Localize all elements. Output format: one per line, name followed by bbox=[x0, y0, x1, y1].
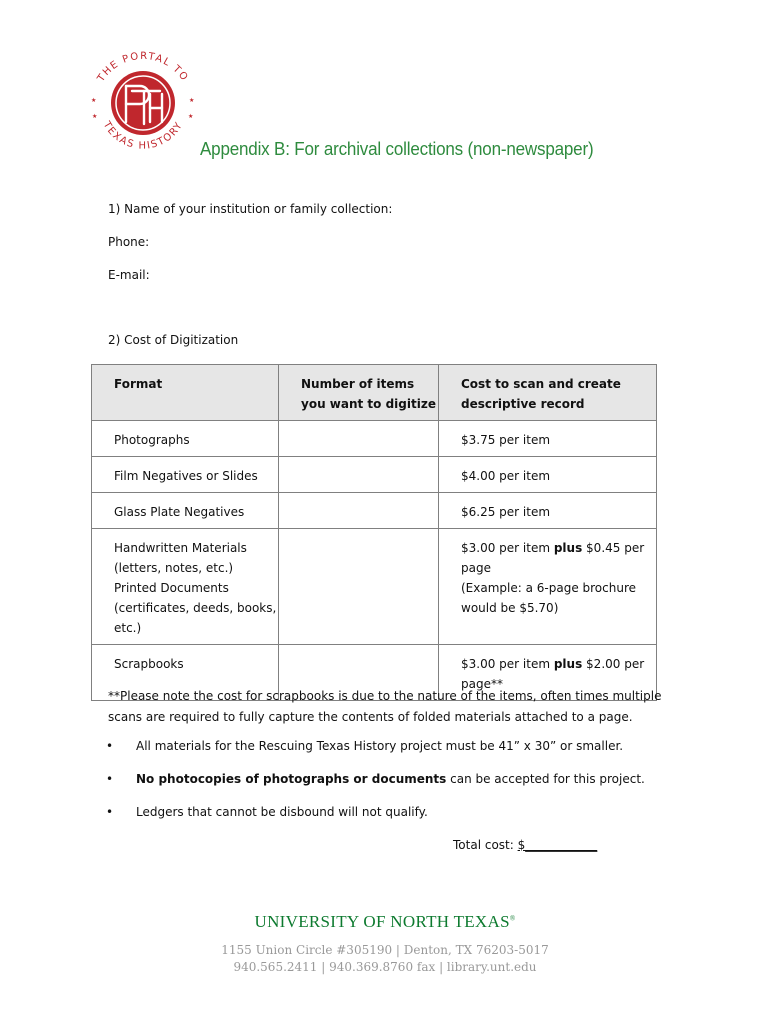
list-item bbox=[106, 739, 623, 753]
page-title: Appendix B: For archival collections (non-newspaper) bbox=[200, 138, 594, 159]
cost-plus: plus bbox=[553, 657, 583, 671]
phone-label: Phone: bbox=[108, 235, 150, 249]
table-row bbox=[92, 493, 657, 529]
svg-text:THE PORTAL TO: THE PORTAL TO bbox=[95, 50, 191, 84]
scrapbook-note: **Please note the cost for scrapbooks is due to the nature of the items, often times multiple scans are required to fully capture the contents of folded materials attached to a page. bbox=[108, 689, 662, 724]
format-cell: Glass Plate Negatives bbox=[92, 493, 279, 529]
svg-text:★: ★ bbox=[189, 97, 195, 104]
header-cost: Cost to scan and create descriptive record bbox=[439, 365, 657, 421]
quantity-input-cell[interactable] bbox=[279, 529, 439, 645]
cost-cell: $4.00 per item bbox=[439, 457, 657, 493]
quantity-input-cell[interactable] bbox=[279, 421, 439, 457]
quantity-input-cell[interactable] bbox=[279, 493, 439, 529]
cost-cell: $6.25 per item bbox=[439, 493, 657, 529]
svg-text:TEXAS HISTORY: TEXAS HISTORY bbox=[100, 119, 186, 152]
svg-text:★: ★ bbox=[188, 113, 194, 120]
cost-heading: 2) Cost of Digitization bbox=[108, 333, 239, 347]
total-cost bbox=[453, 838, 602, 852]
table-row bbox=[92, 529, 657, 645]
total-cost-label: Total cost: bbox=[453, 838, 518, 852]
bullet-icon: • bbox=[106, 805, 114, 819]
university-wordmark: UNIVERSITY OF NORTH TEXAS bbox=[254, 912, 510, 931]
bullet-text: All materials for the Rescuing Texas History project must be 41” x 30” or smaller. bbox=[136, 739, 624, 753]
bullet-text: can be accepted for this project. bbox=[446, 772, 645, 786]
format-printed: Printed Documents (certificates, deeds, books, etc.) bbox=[114, 581, 277, 635]
cost-base: $3.00 per item bbox=[461, 657, 554, 671]
cost-example: (Example: a 6-page brochure would be $5.70) bbox=[461, 581, 637, 615]
header-format: Format bbox=[92, 365, 279, 421]
format-cell: Photographs bbox=[92, 421, 279, 457]
cost-per-page: $0.45 per page bbox=[461, 541, 645, 575]
svg-text:★: ★ bbox=[91, 97, 97, 104]
footer-address: 1155 Union Circle #305190 | Denton, TX 76203-5017 bbox=[221, 943, 549, 957]
university-name bbox=[0, 912, 770, 932]
list-item bbox=[106, 772, 645, 786]
bullet-icon: • bbox=[106, 772, 114, 786]
cost-table bbox=[91, 364, 657, 701]
format-handwritten: Handwritten Materials (letters, notes, etc.) bbox=[114, 541, 247, 575]
table-row bbox=[92, 421, 657, 457]
cost-cell bbox=[439, 529, 657, 645]
cost-cell: $3.75 per item bbox=[439, 421, 657, 457]
footer-contact: 940.565.2411 | 940.369.8760 fax | library.unt.edu bbox=[233, 960, 537, 974]
quantity-input-cell[interactable] bbox=[279, 457, 439, 493]
cost-per-page: $2.00 per page** bbox=[461, 657, 645, 691]
bullet-bold-text: No photocopies of photographs or documents bbox=[136, 772, 447, 786]
table-header-row bbox=[92, 365, 657, 421]
svg-text:★: ★ bbox=[92, 113, 98, 120]
bullet-icon: • bbox=[106, 739, 114, 753]
cost-plus: plus bbox=[553, 541, 583, 555]
header-number-of-items: Number of items you want to digitize bbox=[279, 365, 439, 421]
bullet-text: Ledgers that cannot be disbound will not qualify. bbox=[136, 805, 428, 819]
total-cost-field[interactable]: $____________ bbox=[517, 838, 598, 852]
format-cell: Scrapbooks bbox=[92, 645, 279, 701]
portal-to-texas-history-logo bbox=[82, 42, 204, 164]
email-label: E-mail: bbox=[108, 268, 150, 282]
list-item bbox=[106, 805, 428, 819]
table-row bbox=[92, 457, 657, 493]
cost-base: $3.00 per item bbox=[461, 541, 554, 555]
institution-name-label: 1) Name of your institution or family collection: bbox=[108, 202, 393, 216]
registered-mark: ® bbox=[509, 914, 516, 923]
format-cell bbox=[92, 529, 279, 645]
format-cell: Film Negatives or Slides bbox=[92, 457, 279, 493]
